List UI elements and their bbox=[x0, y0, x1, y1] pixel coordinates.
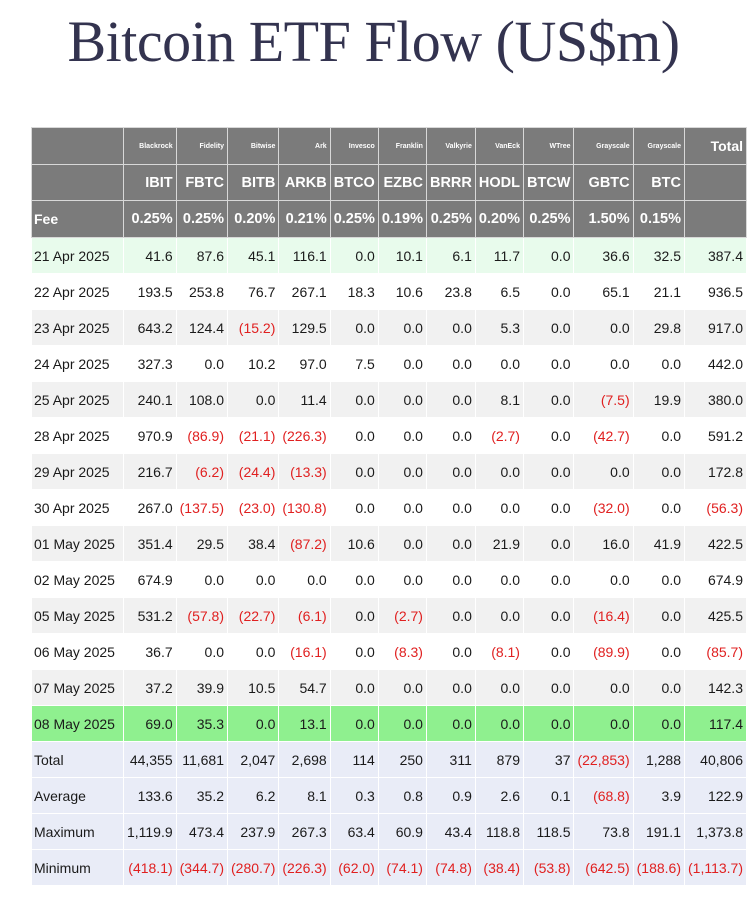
flow-cell: 327.3 bbox=[123, 346, 176, 382]
row-total-cell: 380.0 bbox=[685, 382, 747, 418]
flow-cell: 0.0 bbox=[330, 382, 378, 418]
flow-cell: 0.0 bbox=[523, 382, 574, 418]
flow-cell: 10.1 bbox=[378, 238, 426, 274]
flow-cell: (8.3) bbox=[378, 634, 426, 670]
flow-cell: (2.7) bbox=[378, 598, 426, 634]
flow-cell: 531.2 bbox=[123, 598, 176, 634]
flow-cell: 124.4 bbox=[176, 310, 227, 346]
flow-cell: 0.0 bbox=[176, 562, 227, 598]
flow-cell: 21.1 bbox=[633, 274, 684, 310]
flow-cell: 0.0 bbox=[574, 670, 633, 706]
flow-cell: 0.0 bbox=[426, 454, 475, 490]
flow-cell: 0.0 bbox=[475, 346, 523, 382]
flow-cell: 97.0 bbox=[279, 346, 330, 382]
ticker-label: BRRR bbox=[426, 165, 475, 201]
flow-cell: 0.0 bbox=[475, 598, 523, 634]
summary-cell: 250 bbox=[378, 742, 426, 778]
flow-cell: (8.1) bbox=[475, 634, 523, 670]
issuer-header-row bbox=[32, 128, 747, 165]
flow-cell: 16.0 bbox=[574, 526, 633, 562]
date-cell: 29 Apr 2025 bbox=[32, 454, 124, 490]
row-total-cell: 142.3 bbox=[685, 670, 747, 706]
ticker-label: ARKB bbox=[279, 165, 330, 201]
summary-cell: 0.9 bbox=[426, 778, 475, 814]
flow-cell: 193.5 bbox=[123, 274, 176, 310]
row-total-cell: 172.8 bbox=[685, 454, 747, 490]
flow-cell: 38.4 bbox=[228, 526, 279, 562]
flow-cell: 45.1 bbox=[228, 238, 279, 274]
date-cell: 22 Apr 2025 bbox=[32, 274, 124, 310]
flow-cell: 253.8 bbox=[176, 274, 227, 310]
table-row bbox=[32, 562, 747, 598]
flow-cell: 0.0 bbox=[330, 238, 378, 274]
ticker-label: GBTC bbox=[574, 165, 633, 201]
flow-cell: 0.0 bbox=[378, 454, 426, 490]
flow-cell: 0.0 bbox=[330, 454, 378, 490]
issuer-label: WTree bbox=[523, 128, 574, 165]
issuer-label: Bitwise bbox=[228, 128, 279, 165]
summary-cell: (68.8) bbox=[574, 778, 633, 814]
flow-cell: 0.0 bbox=[633, 634, 684, 670]
flow-cell: 0.0 bbox=[228, 562, 279, 598]
flow-cell: 0.0 bbox=[378, 562, 426, 598]
flow-cell: 0.0 bbox=[633, 562, 684, 598]
ticker-label: BTCW bbox=[523, 165, 574, 201]
fee-value: 0.25% bbox=[330, 201, 378, 238]
summary-row bbox=[32, 814, 747, 850]
flow-cell: (57.8) bbox=[176, 598, 227, 634]
flow-cell: 0.0 bbox=[523, 238, 574, 274]
fee-value: 0.15% bbox=[633, 201, 684, 238]
flow-cell: (42.7) bbox=[574, 418, 633, 454]
flow-cell: 0.0 bbox=[523, 418, 574, 454]
summary-cell: 118.5 bbox=[523, 814, 574, 850]
flow-cell: 29.5 bbox=[176, 526, 227, 562]
date-cell: 05 May 2025 bbox=[32, 598, 124, 634]
flow-cell: 108.0 bbox=[176, 382, 227, 418]
summary-cell: 0.8 bbox=[378, 778, 426, 814]
date-cell: 06 May 2025 bbox=[32, 634, 124, 670]
flow-cell: 0.0 bbox=[228, 706, 279, 742]
row-total-cell: 425.5 bbox=[685, 598, 747, 634]
summary-rows bbox=[32, 742, 747, 886]
flow-cell: 0.0 bbox=[330, 490, 378, 526]
summary-cell: (188.6) bbox=[633, 850, 684, 886]
flow-cell: 0.0 bbox=[523, 310, 574, 346]
total-header: Total bbox=[685, 128, 747, 165]
row-total-cell: (56.3) bbox=[685, 490, 747, 526]
ticker-label: BTC bbox=[633, 165, 684, 201]
summary-cell: (53.8) bbox=[523, 850, 574, 886]
flow-cell: 0.0 bbox=[426, 706, 475, 742]
flow-cell: (226.3) bbox=[279, 418, 330, 454]
flow-cell: 0.0 bbox=[426, 310, 475, 346]
flow-cell: 0.0 bbox=[633, 490, 684, 526]
summary-cell: 311 bbox=[426, 742, 475, 778]
flow-cell: 267.1 bbox=[279, 274, 330, 310]
table-row bbox=[32, 490, 747, 526]
flow-cell: 0.0 bbox=[523, 454, 574, 490]
summary-cell: 35.2 bbox=[176, 778, 227, 814]
flow-cell: 10.5 bbox=[228, 670, 279, 706]
row-total-cell: 422.5 bbox=[685, 526, 747, 562]
flow-cell: 0.0 bbox=[574, 310, 633, 346]
flow-cell: 267.0 bbox=[123, 490, 176, 526]
flow-cell: 10.6 bbox=[330, 526, 378, 562]
table-row bbox=[32, 346, 747, 382]
summary-row bbox=[32, 850, 747, 886]
table-row bbox=[32, 598, 747, 634]
flow-cell: 0.0 bbox=[574, 562, 633, 598]
flow-cell: 0.0 bbox=[523, 490, 574, 526]
flow-cell: (23.0) bbox=[228, 490, 279, 526]
ticker-header-row bbox=[32, 165, 747, 201]
flow-cell: 65.1 bbox=[574, 274, 633, 310]
flow-cell: 5.3 bbox=[475, 310, 523, 346]
flow-cell: 0.0 bbox=[426, 346, 475, 382]
flow-cell: 87.6 bbox=[176, 238, 227, 274]
row-total-cell: 917.0 bbox=[685, 310, 747, 346]
flow-cell: 0.0 bbox=[523, 598, 574, 634]
date-cell: 02 May 2025 bbox=[32, 562, 124, 598]
row-total-cell: 442.0 bbox=[685, 346, 747, 382]
fee-value: 0.25% bbox=[176, 201, 227, 238]
issuer-label: Grayscale bbox=[574, 128, 633, 165]
summary-cell: 133.6 bbox=[123, 778, 176, 814]
flow-cell: (32.0) bbox=[574, 490, 633, 526]
flow-cell: 0.0 bbox=[378, 346, 426, 382]
flow-cell: 32.5 bbox=[633, 238, 684, 274]
flow-cell: 0.0 bbox=[378, 706, 426, 742]
summary-cell: 0.3 bbox=[330, 778, 378, 814]
flow-cell: (89.9) bbox=[574, 634, 633, 670]
flow-cell: 0.0 bbox=[633, 418, 684, 454]
flow-cell: 0.0 bbox=[176, 634, 227, 670]
summary-cell: (62.0) bbox=[330, 850, 378, 886]
summary-cell: 237.9 bbox=[228, 814, 279, 850]
flow-cell: 0.0 bbox=[426, 418, 475, 454]
date-cell: 25 Apr 2025 bbox=[32, 382, 124, 418]
table-row bbox=[32, 670, 747, 706]
etf-flow-table bbox=[31, 127, 747, 886]
fee-value: 0.25% bbox=[523, 201, 574, 238]
flow-cell: 970.9 bbox=[123, 418, 176, 454]
date-cell: 08 May 2025 bbox=[32, 706, 124, 742]
flow-cell: 0.0 bbox=[523, 706, 574, 742]
date-cell: 21 Apr 2025 bbox=[32, 238, 124, 274]
summary-cell: 1,119.9 bbox=[123, 814, 176, 850]
fee-label: Fee bbox=[32, 201, 124, 238]
flow-cell: (7.5) bbox=[574, 382, 633, 418]
flow-cell: 0.0 bbox=[523, 670, 574, 706]
issuer-label: Franklin bbox=[378, 128, 426, 165]
fee-value: 0.21% bbox=[279, 201, 330, 238]
flow-cell: 0.0 bbox=[378, 418, 426, 454]
flow-cell: 0.0 bbox=[330, 706, 378, 742]
flow-cell: 0.0 bbox=[426, 598, 475, 634]
flow-cell: (6.1) bbox=[279, 598, 330, 634]
flow-cell: 0.0 bbox=[378, 310, 426, 346]
flow-cell: (87.2) bbox=[279, 526, 330, 562]
date-cell: 23 Apr 2025 bbox=[32, 310, 124, 346]
summary-total-cell: 40,806 bbox=[685, 742, 747, 778]
fee-value: 0.20% bbox=[228, 201, 279, 238]
flow-cell: 8.1 bbox=[475, 382, 523, 418]
summary-cell: 6.2 bbox=[228, 778, 279, 814]
flow-cell: 0.0 bbox=[330, 670, 378, 706]
ticker-label: EZBC bbox=[378, 165, 426, 201]
flow-cell: 0.0 bbox=[523, 634, 574, 670]
summary-cell: 2,047 bbox=[228, 742, 279, 778]
date-cell: 07 May 2025 bbox=[32, 670, 124, 706]
flow-cell: 10.6 bbox=[378, 274, 426, 310]
flow-cell: 0.0 bbox=[475, 706, 523, 742]
summary-cell: 118.8 bbox=[475, 814, 523, 850]
summary-cell: (74.8) bbox=[426, 850, 475, 886]
flow-cell: 29.8 bbox=[633, 310, 684, 346]
flow-cell: 0.0 bbox=[176, 346, 227, 382]
flow-cell: 0.0 bbox=[228, 382, 279, 418]
fee-value: 0.25% bbox=[426, 201, 475, 238]
summary-total-cell: 122.9 bbox=[685, 778, 747, 814]
flow-cell: (21.1) bbox=[228, 418, 279, 454]
summary-label: Total bbox=[32, 742, 124, 778]
flow-cell: 6.5 bbox=[475, 274, 523, 310]
flow-cell: 0.0 bbox=[426, 670, 475, 706]
flow-cell: 0.0 bbox=[475, 562, 523, 598]
summary-total-cell: 1,373.8 bbox=[685, 814, 747, 850]
flow-cell: 240.1 bbox=[123, 382, 176, 418]
summary-cell: 0.1 bbox=[523, 778, 574, 814]
flow-cell: 21.9 bbox=[475, 526, 523, 562]
table-row bbox=[32, 238, 747, 274]
flow-cell: 643.2 bbox=[123, 310, 176, 346]
flow-cell: 0.0 bbox=[633, 598, 684, 634]
flow-cell: 6.1 bbox=[426, 238, 475, 274]
flow-cell: 0.0 bbox=[426, 562, 475, 598]
flow-cell: 0.0 bbox=[633, 670, 684, 706]
flow-cell: 0.0 bbox=[330, 634, 378, 670]
flow-cell: 0.0 bbox=[330, 310, 378, 346]
date-cell: 01 May 2025 bbox=[32, 526, 124, 562]
flow-cell: 0.0 bbox=[426, 382, 475, 418]
summary-cell: 1,288 bbox=[633, 742, 684, 778]
flow-cell: 36.7 bbox=[123, 634, 176, 670]
table-row bbox=[32, 526, 747, 562]
summary-cell: 267.3 bbox=[279, 814, 330, 850]
flow-cell: 69.0 bbox=[123, 706, 176, 742]
flow-cell: 0.0 bbox=[426, 490, 475, 526]
date-cell: 24 Apr 2025 bbox=[32, 346, 124, 382]
flow-cell: 11.4 bbox=[279, 382, 330, 418]
ticker-label: BTCO bbox=[330, 165, 378, 201]
summary-total-cell: (1,113.7) bbox=[685, 850, 747, 886]
summary-row bbox=[32, 778, 747, 814]
flow-cell: 54.7 bbox=[279, 670, 330, 706]
fee-header-row bbox=[32, 201, 747, 238]
flow-cell: 0.0 bbox=[523, 346, 574, 382]
summary-cell: (226.3) bbox=[279, 850, 330, 886]
summary-cell: 879 bbox=[475, 742, 523, 778]
summary-cell: (418.1) bbox=[123, 850, 176, 886]
flow-cell: 0.0 bbox=[378, 490, 426, 526]
flow-cell: 76.7 bbox=[228, 274, 279, 310]
flow-cell: 39.9 bbox=[176, 670, 227, 706]
issuer-label: VanEck bbox=[475, 128, 523, 165]
ticker-label: FBTC bbox=[176, 165, 227, 201]
flow-cell: 18.3 bbox=[330, 274, 378, 310]
flow-cell: 11.7 bbox=[475, 238, 523, 274]
ticker-label: BITB bbox=[228, 165, 279, 201]
fee-value: 0.20% bbox=[475, 201, 523, 238]
empty-cell bbox=[685, 201, 747, 238]
fee-value: 1.50% bbox=[574, 201, 633, 238]
flow-cell: 0.0 bbox=[633, 454, 684, 490]
flow-cell: 13.1 bbox=[279, 706, 330, 742]
flow-cell: 0.0 bbox=[330, 418, 378, 454]
flow-cell: 674.9 bbox=[123, 562, 176, 598]
summary-cell: 8.1 bbox=[279, 778, 330, 814]
table-row bbox=[32, 706, 747, 742]
flow-cell: 351.4 bbox=[123, 526, 176, 562]
flow-cell: (24.4) bbox=[228, 454, 279, 490]
summary-cell: (74.1) bbox=[378, 850, 426, 886]
summary-cell: 44,355 bbox=[123, 742, 176, 778]
flow-cell: 0.0 bbox=[378, 670, 426, 706]
flow-cell: 0.0 bbox=[574, 454, 633, 490]
flow-cell: (130.8) bbox=[279, 490, 330, 526]
summary-cell: 2,698 bbox=[279, 742, 330, 778]
flow-cell: 0.0 bbox=[475, 454, 523, 490]
issuer-label: Ark bbox=[279, 128, 330, 165]
summary-cell: (22,853) bbox=[574, 742, 633, 778]
summary-cell: 73.8 bbox=[574, 814, 633, 850]
date-cell: 30 Apr 2025 bbox=[32, 490, 124, 526]
flow-cell: (16.1) bbox=[279, 634, 330, 670]
empty-cell bbox=[685, 165, 747, 201]
ticker-label: HODL bbox=[475, 165, 523, 201]
flow-cell: 7.5 bbox=[330, 346, 378, 382]
flow-cell: 41.6 bbox=[123, 238, 176, 274]
issuer-label: Invesco bbox=[330, 128, 378, 165]
summary-cell: 43.4 bbox=[426, 814, 475, 850]
table-row bbox=[32, 382, 747, 418]
flow-cell: 19.9 bbox=[633, 382, 684, 418]
flow-cell: 129.5 bbox=[279, 310, 330, 346]
summary-label: Minimum bbox=[32, 850, 124, 886]
summary-cell: 11,681 bbox=[176, 742, 227, 778]
flow-cell: 0.0 bbox=[228, 634, 279, 670]
row-total-cell: 387.4 bbox=[685, 238, 747, 274]
table-row bbox=[32, 454, 747, 490]
summary-cell: 3.9 bbox=[633, 778, 684, 814]
flow-cell: (13.3) bbox=[279, 454, 330, 490]
date-cell: 28 Apr 2025 bbox=[32, 418, 124, 454]
flow-cell: (22.7) bbox=[228, 598, 279, 634]
summary-cell: 473.4 bbox=[176, 814, 227, 850]
table-row bbox=[32, 634, 747, 670]
issuer-label: Blackrock bbox=[123, 128, 176, 165]
issuer-label: Valkyrie bbox=[426, 128, 475, 165]
issuer-label: Fidelity bbox=[176, 128, 227, 165]
flow-cell: 0.0 bbox=[523, 274, 574, 310]
flow-cell: 0.0 bbox=[574, 346, 633, 382]
flow-cell: 37.2 bbox=[123, 670, 176, 706]
page-title: Bitcoin ETF Flow (US$m) bbox=[67, 9, 680, 74]
row-total-cell: 936.5 bbox=[685, 274, 747, 310]
flow-cell: (2.7) bbox=[475, 418, 523, 454]
fee-value: 0.25% bbox=[123, 201, 176, 238]
row-total-cell: 117.4 bbox=[685, 706, 747, 742]
flow-cell: 216.7 bbox=[123, 454, 176, 490]
flow-cell: (86.9) bbox=[176, 418, 227, 454]
issuer-label: Grayscale bbox=[633, 128, 684, 165]
flow-cell: (15.2) bbox=[228, 310, 279, 346]
flow-cell: 0.0 bbox=[426, 634, 475, 670]
flow-cell: 0.0 bbox=[633, 346, 684, 382]
row-total-cell: 591.2 bbox=[685, 418, 747, 454]
flow-cell: 116.1 bbox=[279, 238, 330, 274]
summary-cell: (642.5) bbox=[574, 850, 633, 886]
summary-cell: (280.7) bbox=[228, 850, 279, 886]
flow-cell: 0.0 bbox=[475, 490, 523, 526]
table-row bbox=[32, 274, 747, 310]
summary-row bbox=[32, 742, 747, 778]
summary-cell: 191.1 bbox=[633, 814, 684, 850]
flow-cell: 0.0 bbox=[330, 562, 378, 598]
flow-cell: 0.0 bbox=[378, 382, 426, 418]
summary-label: Average bbox=[32, 778, 124, 814]
flow-cell: 35.3 bbox=[176, 706, 227, 742]
flow-cell: 10.2 bbox=[228, 346, 279, 382]
flow-cell: 0.0 bbox=[523, 562, 574, 598]
flow-cell: 0.0 bbox=[574, 706, 633, 742]
table-row bbox=[32, 418, 747, 454]
flow-cell: (16.4) bbox=[574, 598, 633, 634]
row-total-cell: (85.7) bbox=[685, 634, 747, 670]
row-total-cell: 674.9 bbox=[685, 562, 747, 598]
flow-cell: 0.0 bbox=[523, 526, 574, 562]
corner-cell bbox=[32, 128, 124, 165]
flow-cell: 0.0 bbox=[633, 706, 684, 742]
flow-cell: 36.6 bbox=[574, 238, 633, 274]
flow-cell: (6.2) bbox=[176, 454, 227, 490]
corner-cell bbox=[32, 165, 124, 201]
table-row bbox=[32, 310, 747, 346]
summary-cell: (344.7) bbox=[176, 850, 227, 886]
flow-cell: 41.9 bbox=[633, 526, 684, 562]
flow-cell: 0.0 bbox=[426, 526, 475, 562]
flow-cell: 0.0 bbox=[378, 526, 426, 562]
ticker-label: IBIT bbox=[123, 165, 176, 201]
summary-label: Maximum bbox=[32, 814, 124, 850]
flow-cell: (137.5) bbox=[176, 490, 227, 526]
flow-rows bbox=[32, 238, 747, 742]
summary-cell: 37 bbox=[523, 742, 574, 778]
fee-value: 0.19% bbox=[378, 201, 426, 238]
flow-cell: 0.0 bbox=[330, 598, 378, 634]
summary-cell: (38.4) bbox=[475, 850, 523, 886]
summary-cell: 63.4 bbox=[330, 814, 378, 850]
summary-cell: 2.6 bbox=[475, 778, 523, 814]
summary-cell: 114 bbox=[330, 742, 378, 778]
flow-cell: 0.0 bbox=[475, 670, 523, 706]
flow-cell: 0.0 bbox=[279, 562, 330, 598]
flow-cell: 23.8 bbox=[426, 274, 475, 310]
summary-cell: 60.9 bbox=[378, 814, 426, 850]
